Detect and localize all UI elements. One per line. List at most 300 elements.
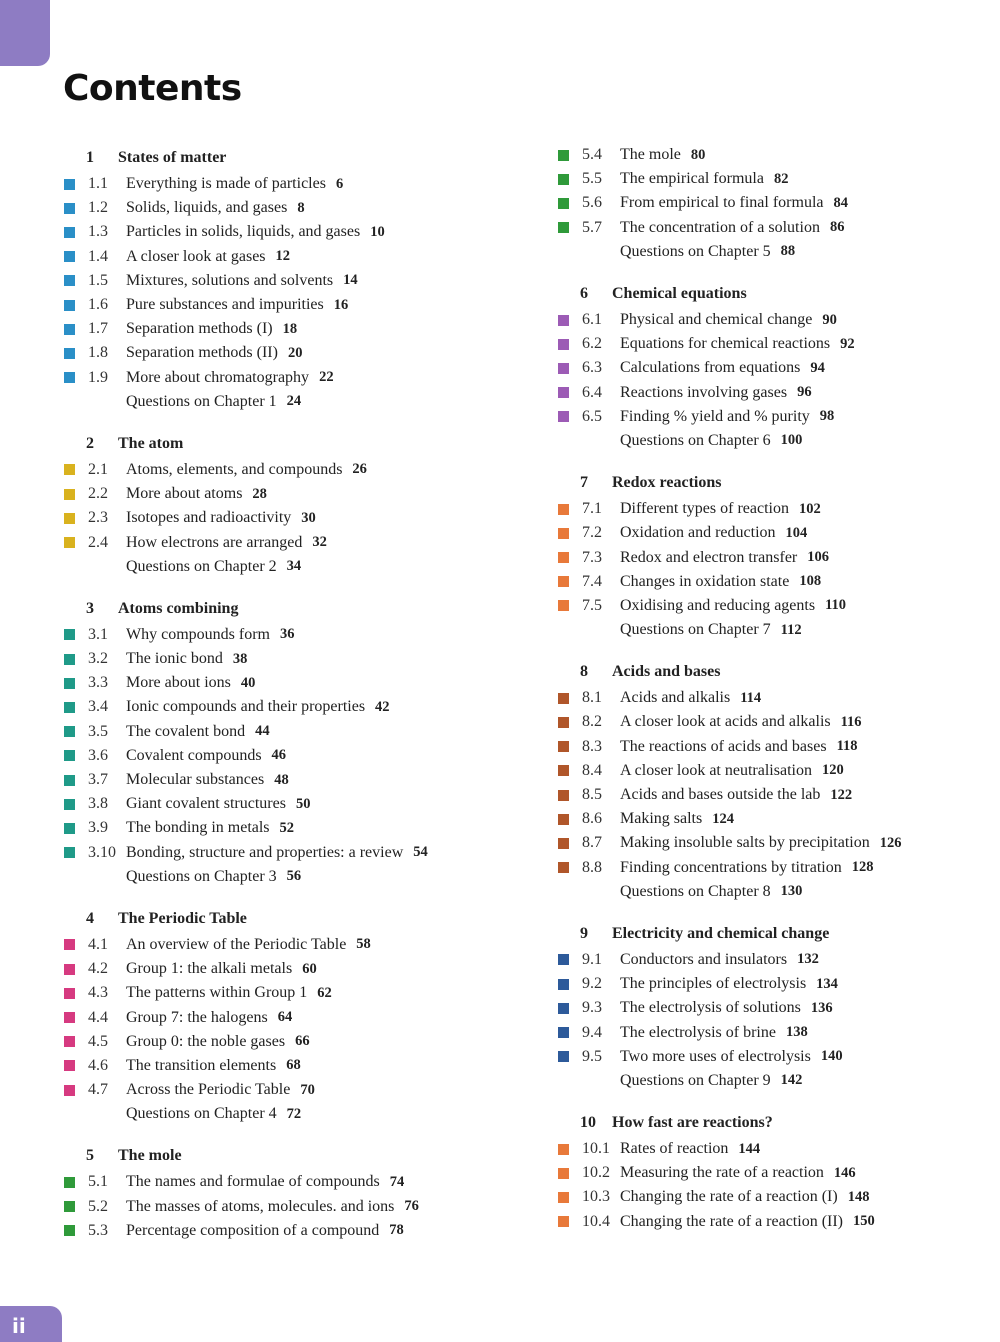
section-number: 6.2 (582, 335, 602, 353)
section-title: Atoms, elements, and compounds (126, 460, 343, 478)
chapter-color-square-icon (558, 387, 569, 398)
section-number: 4.7 (88, 1081, 108, 1099)
chapter-color-square-icon (64, 629, 75, 640)
page-ref: 20 (287, 344, 303, 361)
section-title: How electrons are arranged (126, 533, 303, 551)
questions-title: Questions on Chapter 8 (620, 882, 771, 900)
section-title: The covalent bond (126, 722, 246, 740)
chapter-block (58, 429, 518, 579)
section-number: 1.9 (88, 368, 108, 386)
questions-title: Questions on Chapter 6 (620, 431, 771, 449)
page-ref: 90 (822, 311, 837, 328)
questions-entry[interactable] (58, 1102, 518, 1126)
page-ref: 104 (785, 524, 808, 541)
chapter-color-square-icon (64, 678, 75, 689)
toc-entry[interactable] (552, 856, 992, 880)
toc-entry[interactable] (552, 1045, 992, 1069)
toc-entry[interactable] (58, 196, 518, 220)
toc-entry[interactable] (552, 521, 992, 545)
page-ref: 52 (279, 819, 295, 836)
chapter-color-square-icon (558, 979, 569, 990)
section-number: 8.3 (582, 737, 602, 755)
corner-tab (0, 0, 50, 66)
chapter-block (552, 279, 992, 453)
section-number: 4.1 (88, 935, 108, 953)
page-ref: 130 (780, 883, 803, 900)
chapter-color-square-icon (558, 1168, 569, 1179)
section-title: The names and formulae of compounds (126, 1173, 380, 1191)
page-ref: 138 (785, 1024, 808, 1041)
page-ref: 136 (810, 999, 833, 1016)
chapter-color-square-icon (558, 222, 569, 233)
section-title: A closer look at acids and alkalis (620, 713, 831, 731)
page-ref: 66 (295, 1033, 310, 1050)
toc-entry[interactable] (552, 948, 992, 972)
chapter-color-square-icon (64, 464, 75, 475)
questions-entry[interactable] (58, 555, 518, 579)
section-title: Changes in oxidation state (620, 572, 790, 590)
chapter-block (58, 1141, 518, 1243)
section-number: 3.10 (88, 843, 116, 861)
page-ref: 62 (317, 984, 332, 1001)
page-ref: 84 (833, 194, 848, 211)
chapter-color-square-icon (64, 1201, 75, 1212)
page-ref: 44 (255, 723, 270, 740)
section-number: 1.6 (88, 296, 108, 314)
section-title: Oxidising and reducing agents (620, 596, 816, 614)
toc-entry[interactable] (552, 807, 992, 831)
chapter-color-square-icon (64, 939, 75, 950)
chapter-block (552, 919, 992, 1093)
section-number: 10.3 (582, 1188, 610, 1206)
questions-title: Questions on Chapter 4 (126, 1105, 277, 1123)
section-title: Reactions involving gases (620, 383, 788, 401)
chapter-title: The atom (118, 434, 184, 452)
page-ref: 70 (300, 1081, 315, 1098)
section-title: Finding % yield and % purity (620, 407, 810, 425)
section-number: 9.5 (582, 1047, 602, 1065)
page-ref: 126 (879, 834, 902, 851)
section-number: 5.2 (88, 1197, 108, 1215)
chapter-color-square-icon (558, 339, 569, 350)
questions-entry[interactable] (552, 240, 992, 264)
toc-entry[interactable] (58, 506, 518, 530)
section-title: More about chromatography (126, 368, 310, 386)
section-title: The ionic bond (126, 650, 223, 668)
chapter-color-square-icon (64, 489, 75, 500)
page-ref: 38 (232, 650, 248, 667)
chapter-number: 7 (580, 474, 588, 492)
chapter-heading[interactable] (552, 919, 992, 948)
toc-entry[interactable] (58, 623, 518, 647)
toc-entry[interactable] (552, 191, 992, 215)
toc-entry[interactable] (58, 720, 518, 744)
section-number: 9.3 (582, 999, 602, 1017)
section-title: Rates of reaction (620, 1140, 729, 1158)
section-title: Measuring the rate of a reaction (620, 1164, 824, 1182)
page-ref: 14 (343, 272, 358, 289)
section-title: Ionic compounds and their properties (126, 698, 366, 716)
chapter-heading[interactable] (58, 1141, 518, 1170)
section-number: 5.4 (582, 146, 602, 164)
section-number: 4.5 (88, 1032, 108, 1050)
toc-entry[interactable] (58, 1170, 518, 1194)
toc-entry[interactable] (58, 933, 518, 957)
toc-entry[interactable] (552, 216, 992, 240)
toc-entry[interactable] (58, 841, 518, 865)
section-number: 3.9 (88, 819, 108, 837)
chapter-title: Electricity and chemical change (612, 924, 830, 942)
page-ref: 16 (333, 296, 349, 313)
section-number: 3.5 (88, 722, 108, 740)
page-ref: 124 (712, 810, 734, 827)
section-number: 2.3 (88, 509, 108, 527)
section-title: More about atoms (126, 485, 243, 503)
toc-entry[interactable] (552, 1161, 992, 1185)
chapter-block (552, 1108, 992, 1234)
toc-entry[interactable] (58, 530, 518, 554)
toc-entry[interactable] (58, 981, 518, 1005)
toc-entry[interactable] (58, 1219, 518, 1243)
section-title: Equations for chemical reactions (620, 335, 831, 353)
toc-entry[interactable] (552, 1020, 992, 1044)
toc-entry[interactable] (552, 686, 992, 710)
chapter-color-square-icon (558, 790, 569, 801)
chapter-number: 4 (86, 909, 94, 927)
chapter-color-square-icon (558, 862, 569, 873)
questions-entry[interactable] (552, 880, 992, 904)
section-number: 8.2 (582, 713, 602, 731)
chapter-color-square-icon (558, 717, 569, 728)
page-ref: 68 (286, 1057, 301, 1074)
chapter-color-square-icon (64, 372, 75, 383)
section-number: 6.5 (582, 407, 602, 425)
chapter-title: The mole (118, 1147, 182, 1165)
chapter-color-square-icon (558, 504, 569, 515)
chapter-color-square-icon (64, 823, 75, 834)
questions-entry[interactable] (58, 390, 518, 414)
chapter-color-square-icon (64, 964, 75, 975)
section-number: 1.7 (88, 320, 108, 338)
toc-entry[interactable] (58, 957, 518, 981)
section-title: Across the Periodic Table (126, 1081, 291, 1099)
page-ref: 76 (404, 1198, 419, 1215)
chapter-color-square-icon (64, 654, 75, 665)
chapter-color-square-icon (558, 552, 569, 563)
toc-entry[interactable] (552, 1210, 992, 1234)
section-title: Making insoluble salts by precipitation (620, 834, 870, 852)
chapter-color-square-icon (64, 1060, 75, 1071)
section-title: Oxidation and reduction (620, 524, 776, 542)
section-number: 5.5 (582, 170, 602, 188)
page-ref: 6 (335, 175, 344, 192)
toc-entry[interactable] (552, 783, 992, 807)
page-ref: 18 (282, 320, 298, 337)
section-title: Conductors and insulators (620, 950, 788, 968)
toc-entry[interactable] (552, 308, 992, 332)
page-ref: 26 (352, 461, 367, 478)
toc-entry[interactable] (58, 458, 518, 482)
toc-entry[interactable] (552, 332, 992, 356)
chapter-number: 10 (580, 1114, 596, 1131)
section-number: 5.3 (88, 1221, 108, 1239)
chapter-number: 8 (580, 663, 588, 681)
chapter-color-square-icon (64, 799, 75, 810)
toc-entry[interactable] (58, 1054, 518, 1078)
section-title: Separation methods (I) (126, 320, 273, 338)
chapter-block (58, 143, 518, 414)
toc-entry[interactable] (58, 317, 518, 341)
chapter-heading[interactable] (58, 429, 518, 458)
section-title: More about ions (126, 674, 231, 692)
page-ref: 40 (240, 674, 256, 691)
chapter-number: 2 (86, 434, 94, 452)
page-ref: 128 (851, 859, 874, 876)
section-number: 7.4 (582, 572, 602, 590)
questions-title: Questions on Chapter 9 (620, 1071, 771, 1089)
toc-entry[interactable] (58, 647, 518, 671)
section-title: Acids and alkalis (620, 689, 731, 707)
section-title: Physical and chemical change (620, 311, 813, 329)
section-number: 5.1 (88, 1173, 108, 1191)
chapter-color-square-icon (558, 1051, 569, 1062)
section-title: Making salts (620, 810, 703, 828)
toc-entry[interactable] (552, 831, 992, 855)
section-title: Finding concentrations by titration (620, 858, 842, 876)
chapter-color-square-icon (558, 198, 569, 209)
toc-entry[interactable] (58, 768, 518, 792)
toc-entry[interactable] (552, 497, 992, 521)
page-ref: 36 (279, 626, 295, 643)
chapter-color-square-icon (64, 275, 75, 286)
page-ref: 108 (799, 573, 822, 590)
section-title: A closer look at neutralisation (620, 761, 812, 779)
toc-entry[interactable] (552, 1137, 992, 1161)
toc-entry[interactable] (552, 167, 992, 191)
chapter-color-square-icon (64, 988, 75, 999)
chapter-color-square-icon (558, 838, 569, 849)
section-title: Covalent compounds (126, 746, 262, 764)
toc-entry[interactable] (552, 381, 992, 405)
chapter-color-square-icon (558, 765, 569, 776)
chapter-title: How fast are reactions? (612, 1114, 773, 1131)
section-number: 8.5 (582, 786, 602, 804)
chapter-color-square-icon (64, 702, 75, 713)
chapter-color-square-icon (558, 411, 569, 422)
section-number: 5.6 (582, 194, 602, 212)
section-title: The electrolysis of brine (620, 1023, 776, 1041)
chapter-number: 5 (86, 1147, 94, 1165)
toc-entry[interactable] (58, 1195, 518, 1219)
toc-entry[interactable] (58, 293, 518, 317)
page-ref: 94 (810, 359, 825, 376)
page-ref: 22 (319, 369, 334, 386)
chapter-color-square-icon (558, 576, 569, 587)
chapter-color-square-icon (558, 814, 569, 825)
toc-entry[interactable] (58, 744, 518, 768)
toc-entry[interactable] (552, 570, 992, 594)
chapter-heading[interactable] (58, 904, 518, 933)
chapter-color-square-icon (64, 251, 75, 262)
section-number: 10.1 (582, 1140, 610, 1158)
page-ref: 110 (825, 597, 847, 614)
questions-entry[interactable] (552, 618, 992, 642)
toc-entry[interactable] (58, 816, 518, 840)
section-number: 3.7 (88, 771, 108, 789)
page-ref: 34 (286, 558, 302, 575)
questions-title: Questions on Chapter 3 (126, 867, 277, 885)
section-title: The patterns within Group 1 (126, 984, 308, 1002)
chapter-heading[interactable] (552, 279, 992, 308)
section-number: 8.6 (582, 810, 602, 828)
toc-entry[interactable] (552, 594, 992, 618)
section-number: 1.5 (88, 271, 108, 289)
questions-entry[interactable] (552, 429, 992, 453)
toc-entry[interactable] (552, 996, 992, 1020)
toc-entry[interactable] (58, 1030, 518, 1054)
toc-entry[interactable] (58, 1078, 518, 1102)
page-number: ii (0, 1306, 62, 1342)
toc-entry[interactable] (58, 1005, 518, 1029)
chapter-block (58, 904, 518, 1127)
section-title: The masses of atoms, molecules. and ions (126, 1197, 395, 1215)
chapter-color-square-icon (64, 537, 75, 548)
page-ref: 82 (773, 170, 789, 187)
questions-title: Questions on Chapter 2 (126, 557, 277, 575)
page-ref: 88 (780, 243, 796, 260)
section-title: Everything is made of particles (126, 175, 326, 193)
chapter-heading[interactable] (58, 143, 518, 172)
chapter-color-square-icon (64, 750, 75, 761)
page-ref: 150 (853, 1213, 875, 1230)
page-ref: 48 (274, 771, 289, 788)
section-number: 10.2 (582, 1164, 610, 1182)
section-title: Particles in solids, liquids, and gases (126, 223, 361, 241)
section-title: Solids, liquids, and gases (126, 199, 288, 217)
page-ref: 30 (301, 509, 316, 526)
page-ref: 42 (375, 698, 390, 715)
questions-entry[interactable] (552, 1069, 992, 1093)
chapter-color-square-icon (64, 179, 75, 190)
page-ref: 12 (275, 248, 291, 265)
toc-entry[interactable] (58, 792, 518, 816)
page-ref: 72 (286, 1105, 302, 1122)
chapter-color-square-icon (64, 775, 75, 786)
section-number: 6.1 (582, 311, 602, 329)
section-number: 2.1 (88, 460, 108, 478)
page-ref: 56 (286, 868, 302, 885)
section-title: Redox and electron transfer (620, 548, 798, 566)
toc-entry[interactable] (58, 695, 518, 719)
section-title: Group 0: the noble gases (126, 1032, 286, 1050)
toc-entry[interactable] (552, 545, 992, 569)
chapter-title: Chemical equations (612, 284, 747, 302)
chapter-color-square-icon (64, 348, 75, 359)
chapter-title: Redox reactions (612, 474, 722, 492)
toc-entry[interactable] (58, 220, 518, 244)
section-title: Calculations from equations (620, 359, 801, 377)
questions-title: Questions on Chapter 5 (620, 242, 771, 260)
toc-entry[interactable] (552, 143, 992, 167)
chapter-color-square-icon (64, 1085, 75, 1096)
page-ref: 78 (389, 1222, 404, 1239)
chapter-title: Acids and bases (612, 663, 721, 681)
questions-entry[interactable] (58, 865, 518, 889)
section-number: 7.2 (582, 524, 602, 542)
toc-entry[interactable] (58, 341, 518, 365)
contents-column-right (552, 143, 992, 1249)
toc-entry[interactable] (58, 245, 518, 269)
chapter-number: 6 (580, 284, 588, 302)
toc-entry[interactable] (552, 356, 992, 380)
toc-entry[interactable] (552, 710, 992, 734)
page-ref: 32 (312, 534, 327, 551)
section-title: A closer look at gases (126, 247, 266, 265)
chapter-color-square-icon (558, 363, 569, 374)
page-ref: 46 (271, 747, 287, 764)
section-number: 10.4 (582, 1212, 610, 1230)
page-ref: 132 (797, 951, 819, 968)
page-ref: 118 (836, 738, 858, 755)
chapter-color-square-icon (558, 174, 569, 185)
page-ref: 142 (780, 1072, 803, 1089)
toc-entry[interactable] (58, 482, 518, 506)
questions-title: Questions on Chapter 1 (126, 392, 277, 410)
chapter-color-square-icon (558, 741, 569, 752)
chapter-color-square-icon (558, 1003, 569, 1014)
page-ref: 106 (807, 549, 830, 566)
chapter-color-square-icon (558, 1192, 569, 1203)
chapter-heading[interactable] (58, 594, 518, 623)
chapter-heading[interactable] (552, 468, 992, 497)
section-title: Isotopes and radioactivity (126, 509, 292, 527)
toc-entry[interactable] (552, 759, 992, 783)
toc-entry[interactable] (58, 366, 518, 390)
chapter-heading[interactable] (552, 657, 992, 686)
page-ref: 10 (370, 223, 385, 240)
section-number: 3.2 (88, 650, 108, 668)
section-title: The empirical formula (620, 170, 764, 188)
section-number: 3.6 (88, 746, 108, 764)
section-number: 9.1 (582, 950, 602, 968)
toc-entry[interactable] (58, 172, 518, 196)
toc-entry[interactable] (552, 972, 992, 996)
toc-entry[interactable] (552, 1185, 992, 1209)
section-title: The electrolysis of solutions (620, 999, 801, 1017)
section-title: Two more uses of electrolysis (620, 1047, 811, 1065)
page-ref: 100 (780, 432, 803, 449)
section-title: Changing the rate of a reaction (II) (620, 1212, 844, 1230)
toc-entry[interactable] (58, 269, 518, 293)
page-ref: 102 (798, 500, 821, 517)
section-number: 9.2 (582, 975, 602, 993)
section-number: 4.3 (88, 984, 108, 1002)
chapter-color-square-icon (64, 1177, 75, 1188)
page-ref: 28 (252, 485, 267, 502)
chapter-heading[interactable] (552, 1108, 992, 1137)
section-number: 6.4 (582, 383, 602, 401)
section-title: The concentration of a solution (620, 218, 820, 236)
page-ref: 60 (302, 960, 317, 977)
section-number: 8.7 (582, 834, 602, 852)
toc-entry[interactable] (552, 405, 992, 429)
page-ref: 120 (821, 762, 844, 779)
section-title: An overview of the Periodic Table (126, 935, 347, 953)
toc-entry[interactable] (552, 735, 992, 759)
page-ref: 80 (690, 146, 706, 163)
toc-entry[interactable] (58, 671, 518, 695)
chapter-color-square-icon (558, 528, 569, 539)
